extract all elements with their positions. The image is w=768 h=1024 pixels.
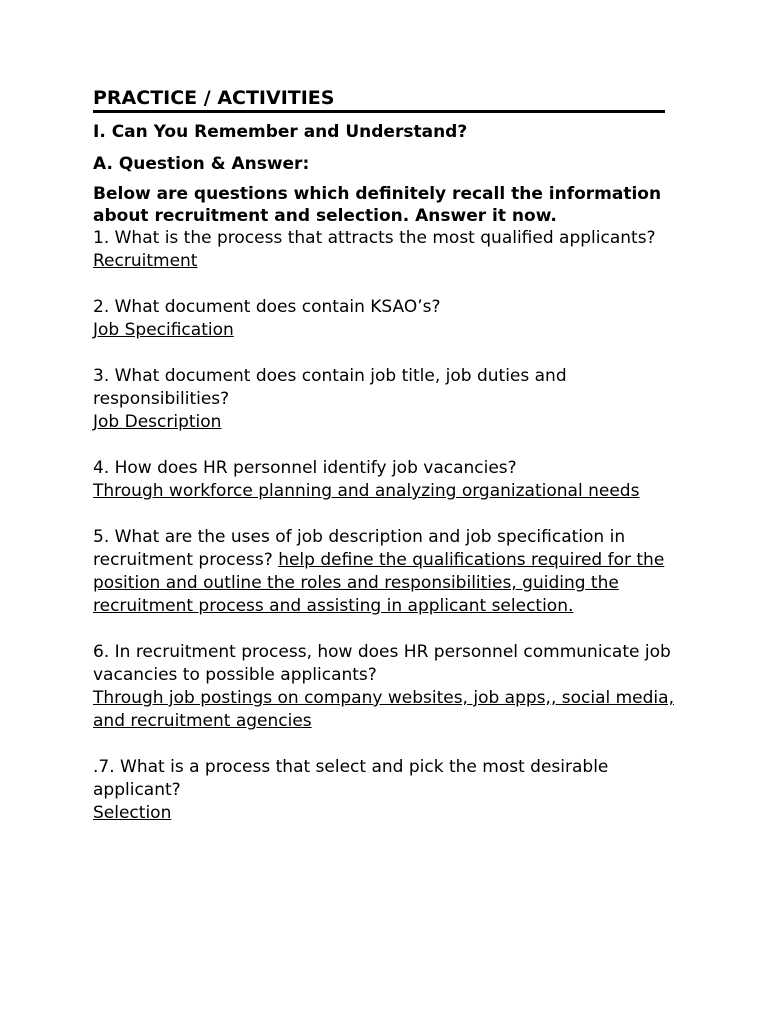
question-7-text: .7. What is a process that select and pick the most desirable applicant? — [93, 757, 609, 800]
answer-4-text: Through workforce planning and analyzing organizational needs — [93, 481, 640, 501]
question-4-text: 4. How does HR personnel identify job vacancies? — [93, 458, 517, 478]
answer-5-text: help define the qualifications required for the position and outline the roles and responsibilities, guiding the recruitment process and assisting in applicant selection. — [93, 550, 665, 616]
question-6-text-line1: 6. In recruitment process, how does HR personnel communicate job — [93, 642, 671, 662]
page-title: PRACTICE / ACTIVITIES — [93, 86, 665, 113]
subsection-heading: A. Question & Answer: — [93, 154, 310, 174]
instructions-paragraph: Below are questions which definitely recall the information about recruitment and selection. Answer it now. — [93, 184, 662, 226]
question-2 — [93, 296, 683, 342]
question-5 — [93, 526, 683, 618]
answer-3-text: Job Description — [93, 412, 222, 432]
question-2-text: 2. What document does contain KSAO’s? — [93, 297, 441, 317]
answer-2-text: Job Specification — [93, 320, 234, 340]
question-1 — [93, 227, 683, 273]
answer-7-text: Selection — [93, 803, 172, 823]
document-page — [93, 86, 683, 825]
question-4 — [93, 457, 683, 503]
question-1-text: 1. What is the process that attracts the most qualified applicants? — [93, 228, 656, 248]
answer-1-text: Recruitment — [93, 251, 198, 271]
answer-6-text: Through job postings on company websites, job apps,, social media, and recruitment agencies — [93, 688, 674, 731]
section-heading: I. Can You Remember and Understand? — [93, 122, 468, 142]
question-3 — [93, 365, 683, 434]
question-6 — [93, 641, 683, 733]
question-3-text: 3. What document does contain job title, job duties and responsibilities? — [93, 366, 567, 409]
question-6-text-line2: vacancies to possible applicants? — [93, 665, 377, 685]
question-7 — [93, 756, 683, 825]
question-5-text: 5. What are the uses of job description and job specification in recruitment process? — [93, 527, 626, 570]
